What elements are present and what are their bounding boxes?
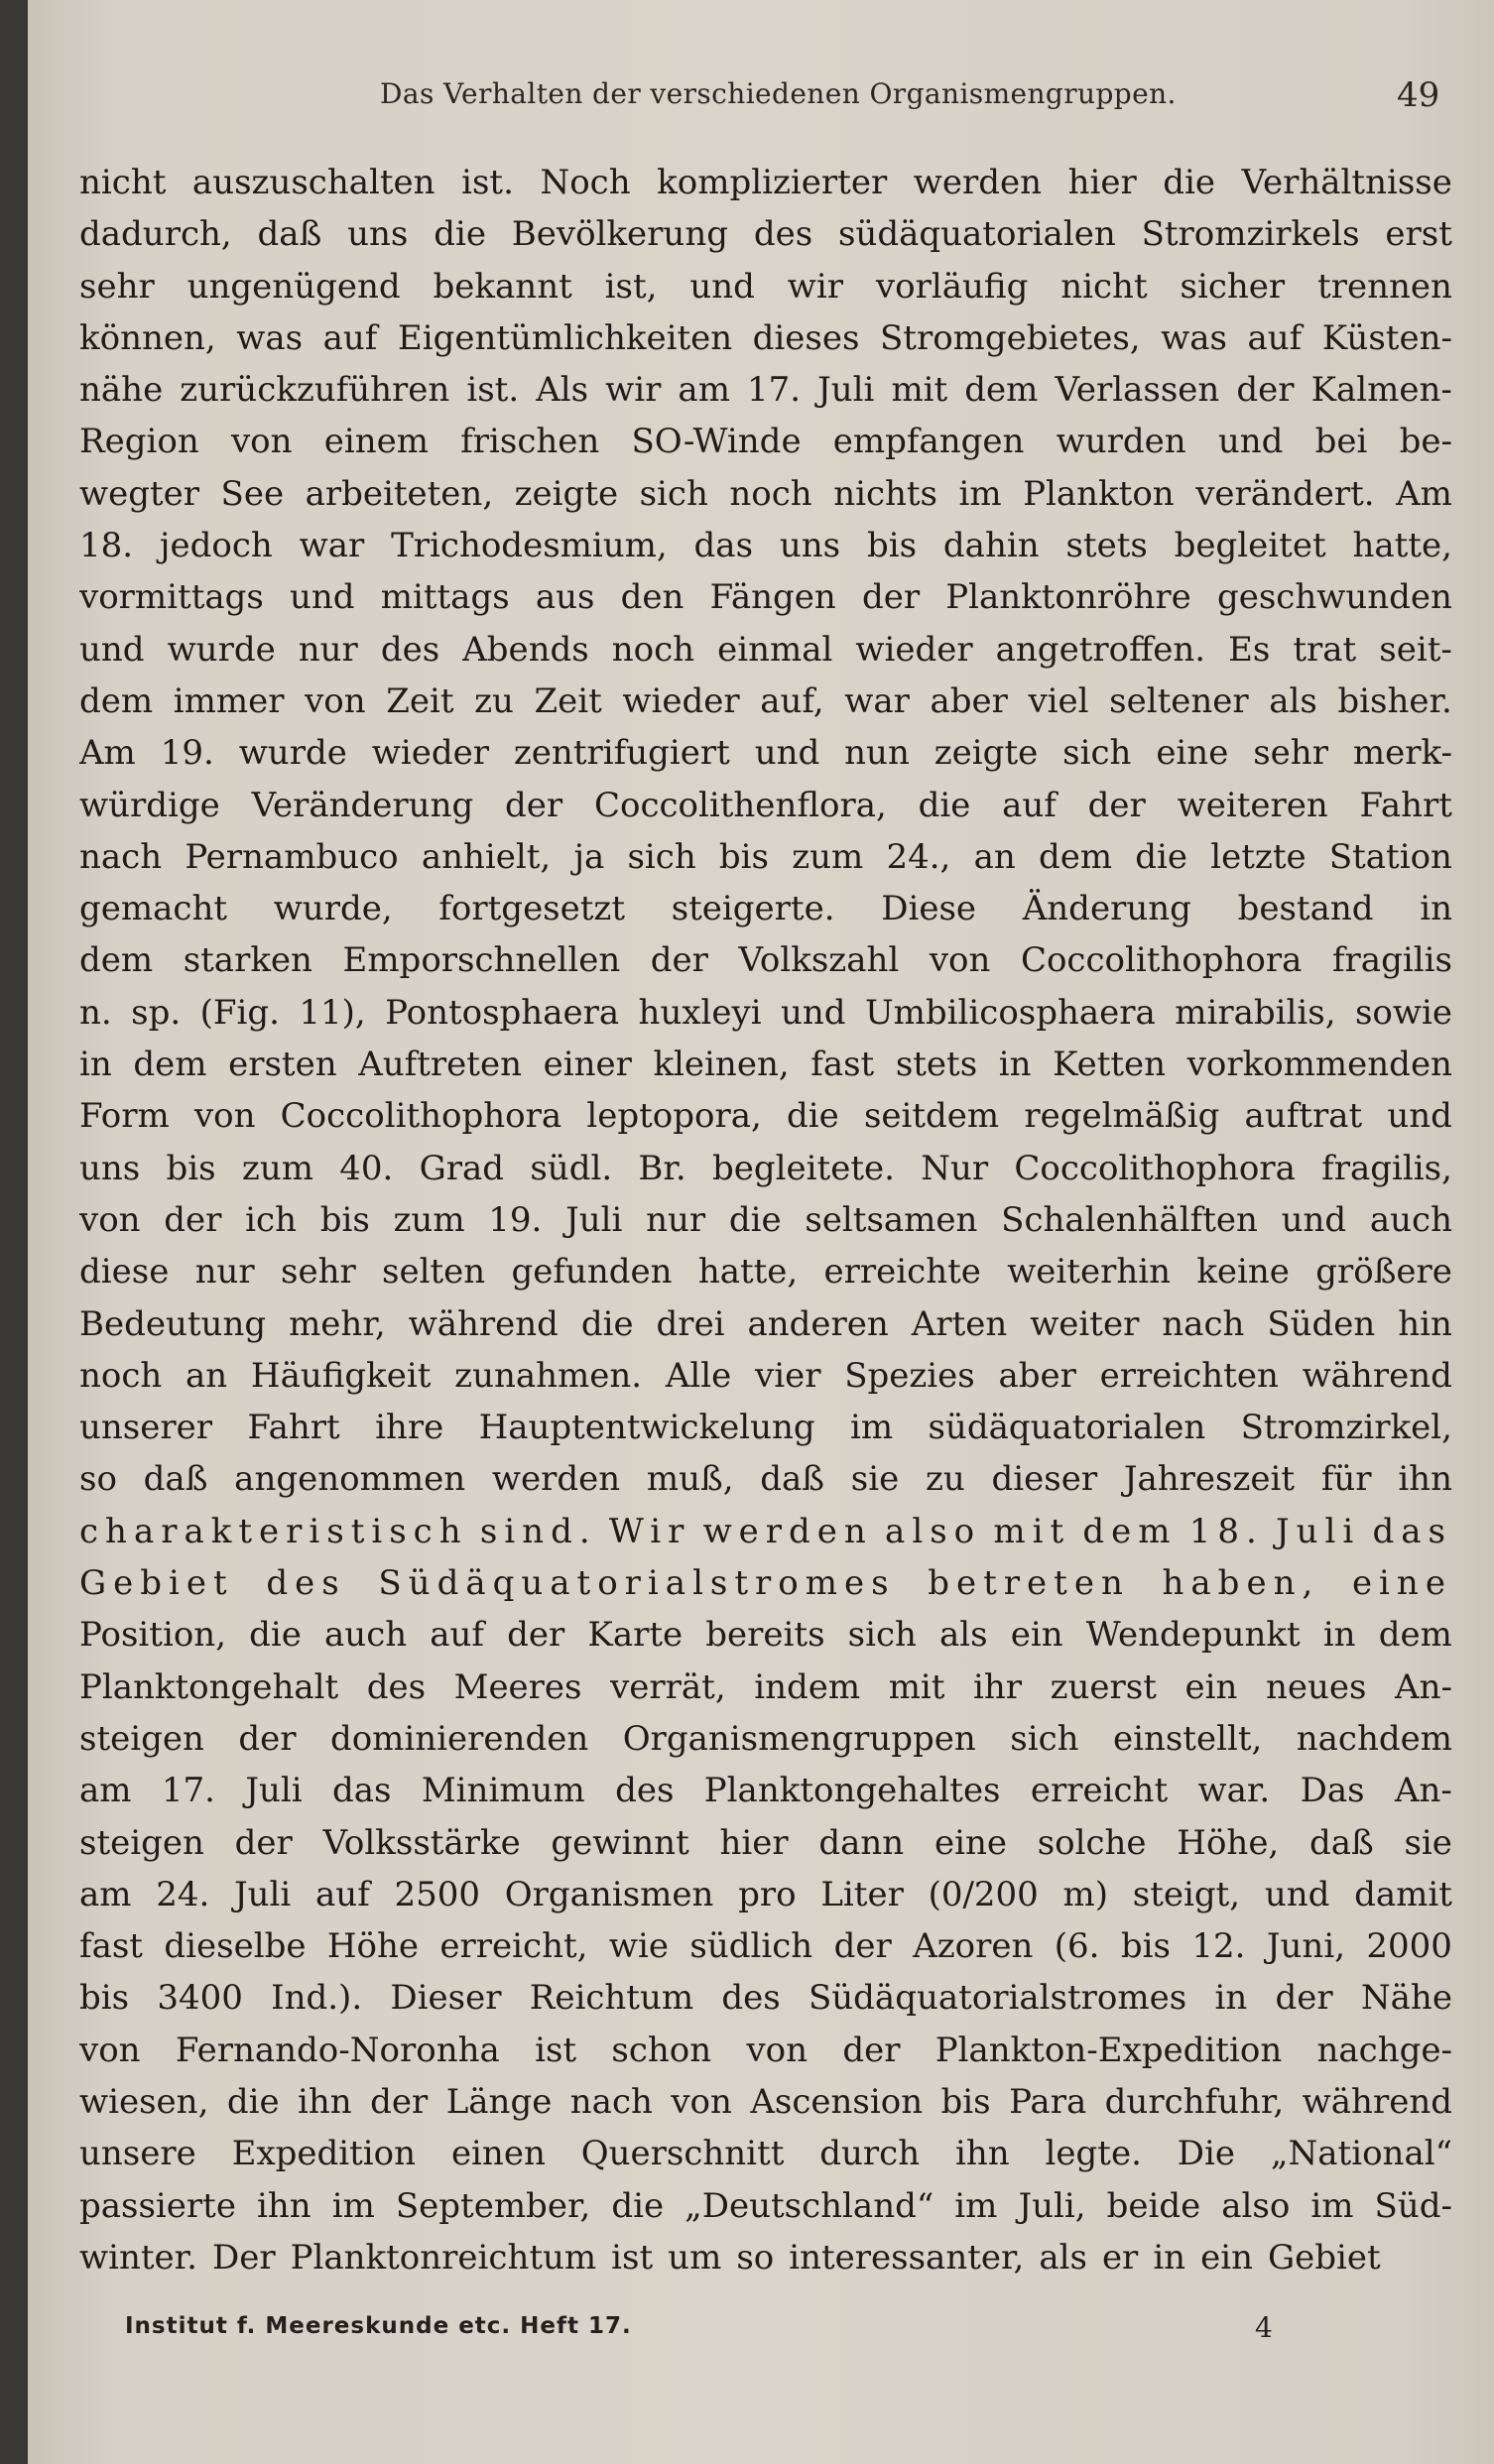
- text-line: dadurch, daß uns die Bevölkerung des südäquatorialen Stromzirkels erst: [79, 214, 1452, 255]
- text-line: unsere Expedition einen Querschnitt durch ihn legte. Die „National“: [79, 2134, 1452, 2174]
- page-footer: [28, 2313, 1494, 2349]
- text-line: nähe zurückzuführen ist. Als wir am 17. Juli mit dem Verlassen der Kalmen-: [79, 370, 1452, 411]
- text-line: wiesen, die ihn der Länge nach von Ascension bis Para durchfuhr, während: [79, 2081, 1452, 2122]
- text-line: winter. Der Planktonreichtum ist um so interessanter, als er in ein Gebiet: [79, 2237, 1381, 2278]
- page-number: 49: [1397, 75, 1440, 115]
- footer-signature-mark: 4: [1255, 2311, 1273, 2344]
- text-line: n. sp. (Fig. 11), Pontosphaera huxleyi und Umbilicosphaera mirabilis, sowie: [79, 992, 1452, 1033]
- text-line: vormittags und mittags aus den Fängen der Planktonröhre geschwunden: [79, 577, 1452, 618]
- text-line: dem immer von Zeit zu Zeit wieder auf, war aber viel seltener als bisher.: [79, 680, 1452, 721]
- text-line: Bedeutung mehr, während die drei anderen Arten weiter nach Süden hin: [79, 1303, 1452, 1344]
- text-line: sehr ungenügend bekannt ist, und wir vorläufig nicht sicher trennen: [79, 266, 1452, 307]
- text-line: diese nur sehr selten gefunden hatte, erreichte weiterhin keine größere: [79, 1252, 1452, 1293]
- text-line: steigen der dominierenden Organismengruppen sich einstellt, nachdem: [79, 1718, 1452, 1759]
- text-line: und wurde nur des Abends noch einmal wieder angetroffen. Es trat seit-: [79, 629, 1452, 670]
- text-line: Gebiet des Südäquatorialstromes betreten haben, eine: [79, 1563, 1452, 1604]
- running-head: [28, 77, 1494, 117]
- text-line: nach Pernambuco anhielt, ja sich bis zum 24., an dem die letzte Station: [79, 836, 1452, 877]
- text-line: charakteristisch sind. Wir werden also mit dem 18. Juli das: [79, 1511, 1452, 1551]
- text-line: von Fernando-Noronha ist schon von der Plankton-Expedition nachge-: [79, 2030, 1452, 2070]
- text-line: uns bis zum 40. Grad südl. Br. begleitete. Nur Coccolithophora fragilis,: [79, 1148, 1452, 1188]
- text-line: nicht auszuschalten ist. Noch komplizierter werden hier die Verhältnisse: [79, 163, 1452, 202]
- text-line: von der ich bis zum 19. Juli nur die seltsamen Schalenhälften und auch: [79, 1199, 1452, 1240]
- text-line: gemacht wurde, fortgesetzt steigerte. Diese Änderung bestand in: [79, 889, 1452, 929]
- footer-series-note: Institut f. Meereskunde etc. Heft 17.: [125, 2313, 632, 2339]
- body-text: [79, 157, 1452, 2283]
- text-line: Planktongehalt des Meeres verrät, indem mit ihr zuerst ein neues An-: [79, 1666, 1452, 1707]
- text-line: noch an Häufigkeit zunahmen. Alle vier Spezies aber erreichten während: [79, 1355, 1452, 1396]
- text-line: unserer Fahrt ihre Hauptentwickelung im südäquatorialen Stromzirkel,: [79, 1408, 1452, 1448]
- text-line: Region von einem frischen SO-Winde empfangen wurden und bei be-: [79, 422, 1452, 462]
- text-line: können, was auf Eigentümlichkeiten dieses Stromgebietes, was auf Küsten-: [79, 317, 1452, 358]
- text-line: Form von Coccolithophora leptopora, die seitdem regelmäßig auftrat und: [79, 1096, 1452, 1137]
- running-title: Das Verhalten der verschiedenen Organismengruppen.: [380, 77, 1177, 110]
- text-line: dem starken Emporschnellen der Volkszahl von Coccolithophora fragilis: [79, 940, 1452, 981]
- text-line: bis 3400 Ind.). Dieser Reichtum des Südäquatorialstromes in der Nähe: [79, 1978, 1452, 2019]
- text-line: so daß angenommen werden muß, daß sie zu dieser Jahreszeit für ihn: [79, 1459, 1452, 1500]
- book-page: [28, 0, 1494, 2464]
- text-line: steigen der Volksstärke gewinnt hier dann eine solche Höhe, daß sie: [79, 1822, 1452, 1863]
- text-line: am 17. Juli das Minimum des Planktongehaltes erreicht war. Das An-: [79, 1771, 1452, 1811]
- text-line: fast dieselbe Höhe erreicht, wie südlich der Azoren (6. bis 12. Juni, 2000: [79, 1926, 1452, 1967]
- text-line: passierte ihn im September, die „Deutschland“ im Juli, beide also im Süd-: [79, 2185, 1452, 2226]
- text-line: Position, die auch auf der Karte bereits sich als ein Wendepunkt in dem: [79, 1615, 1452, 1656]
- text-line: Am 19. wurde wieder zentrifugiert und nun zeigte sich eine sehr merk-: [79, 733, 1452, 774]
- text-line: würdige Veränderung der Coccolithenflora, die auf der weiteren Fahrt: [79, 785, 1452, 825]
- text-line: am 24. Juli auf 2500 Organismen pro Liter (0/200 m) steigt, und damit: [79, 1874, 1452, 1914]
- text-line: wegter See arbeiteten, zeigte sich noch nichts im Plankton verändert. Am: [79, 473, 1452, 514]
- text-line: 18. jedoch war Trichodesmium, das uns bis dahin stets begleitet hatte,: [79, 526, 1452, 566]
- text-line: in dem ersten Auftreten einer kleinen, fast stets in Ketten vorkommenden: [79, 1045, 1452, 1085]
